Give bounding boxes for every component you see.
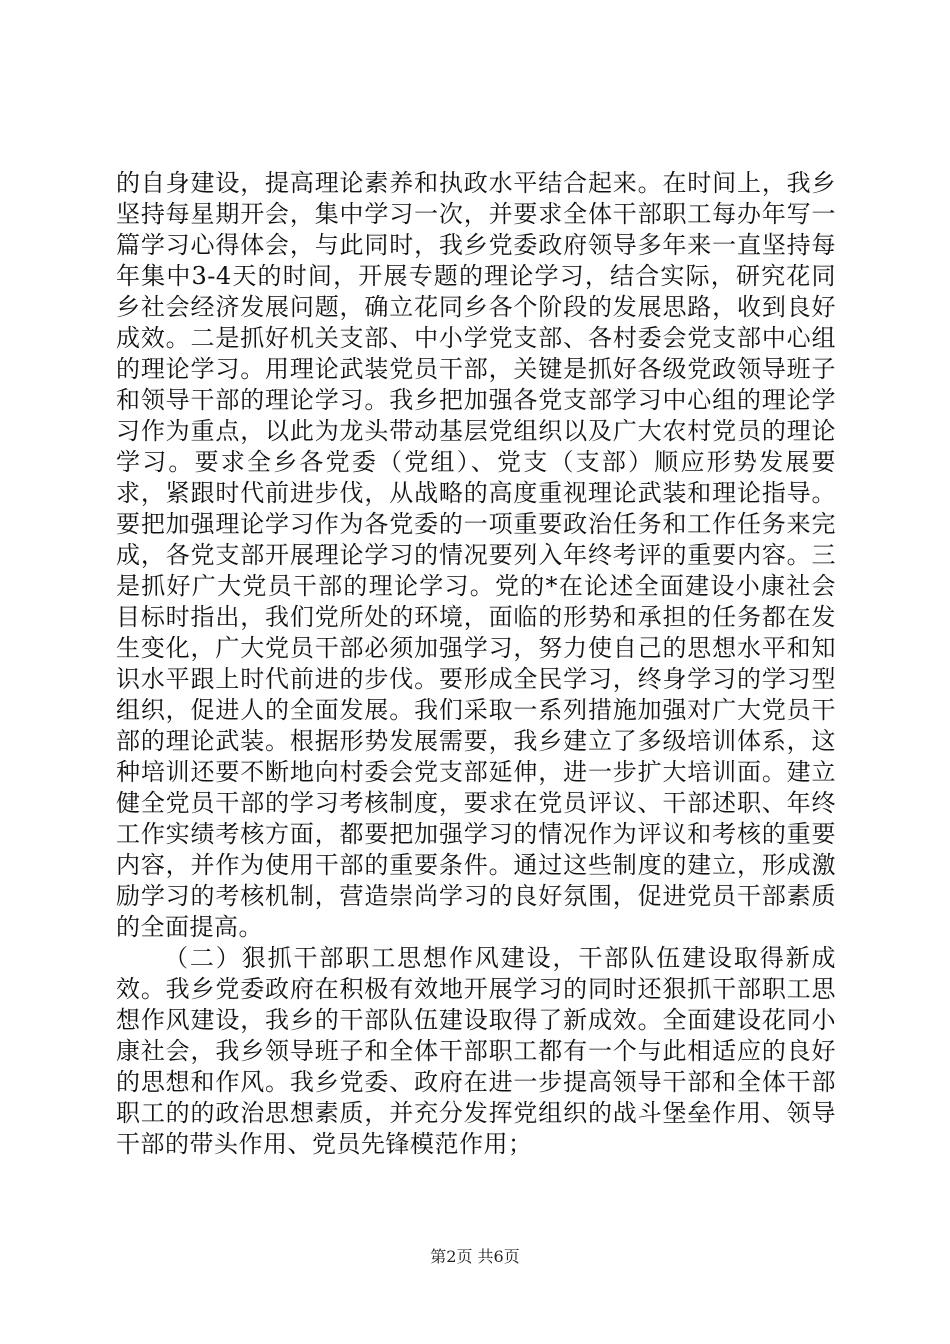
document-body <box>116 168 836 1160</box>
page-number-footer: 第2页 共6页 <box>430 1247 520 1266</box>
body-paragraph-1: 的自身建设，提高理论素养和执政水平结合起来。在时间上，我乡坚持每星期开会，集中学习一次，并要求全体干部职工每办年写一篇学习心得体会，与此同时，我乡党委政府领导多年来一直坚持每年集中3-4天的时间，开展专题的理论学习，结合实际，研究花同乡社会经济发展问题，确立花同乡各个阶段的发展思路，收到良好成效。二是抓好机关支部、中小学党支部、各村委会党支部中心组的理论学习。用理论武装党员干部，关键是抓好各级党政领导班子和领导干部的理论学习。我乡把加强各党支部学习中心组的理论学习作为重点，以此为龙头带动基层党组织以及广大农村党员的理论学习。要求全乡各党委（党组）、党支（支部）顺应形势发展要求，紧跟时代前进步伐，从战略的高度重视理论武装和理论指导。要把加强理论学习作为各党委的一项重要政治任务和工作任务来完成，各党支部开展理论学习的情况要列入年终考评的重要内容。三是抓好广大党员干部的理论学习。党的*在论述全面建设小康社会目标时指出，我们党所处的环境，面临的形势和承担的任务都在发生变化，广大党员干部必须加强学习，努力使自己的思想水平和知识水平跟上时代前进的步伐。要形成全民学习，终身学习的学习型组织，促进人的全面发展。我们采取一系列措施加强对广大党员干部的理论武装。根据形势发展需要，我乡建立了多级培训体系，这种培训还要不断地向村委会党支部延伸，进一步扩大培训面。建立健全党员干部的学习考核制度，要求在党员评议、干部述职、年终工作实绩考核方面，都要把加强学习的情况作为评议和考核的重要内容，并作为使用干部的重要条件。通过这些制度的建立，形成激励学习的考核机制，营造崇尚学习的良好氛围，促进党员干部素质的全面提高。 <box>116 169 836 941</box>
body-paragraph-2: （二）狠抓干部职工思想作风建设，干部队伍建设取得新成效。我乡党委政府在积极有效地开展学习的同时还狠抓干部职工思想作风建设，我乡的干部队伍建设取得了新成效。全面建设花同小康社会，我乡领导班子和全体干部职工都有一个与此相适应的良好的思想和作风。我乡党委、政府在进一步提高领导干部和全体干部职工的的政治思想素质，并充分发挥党组织的战斗堡垒作用、领导干部的带头作用、党员先锋模范作用； <box>116 944 836 1158</box>
